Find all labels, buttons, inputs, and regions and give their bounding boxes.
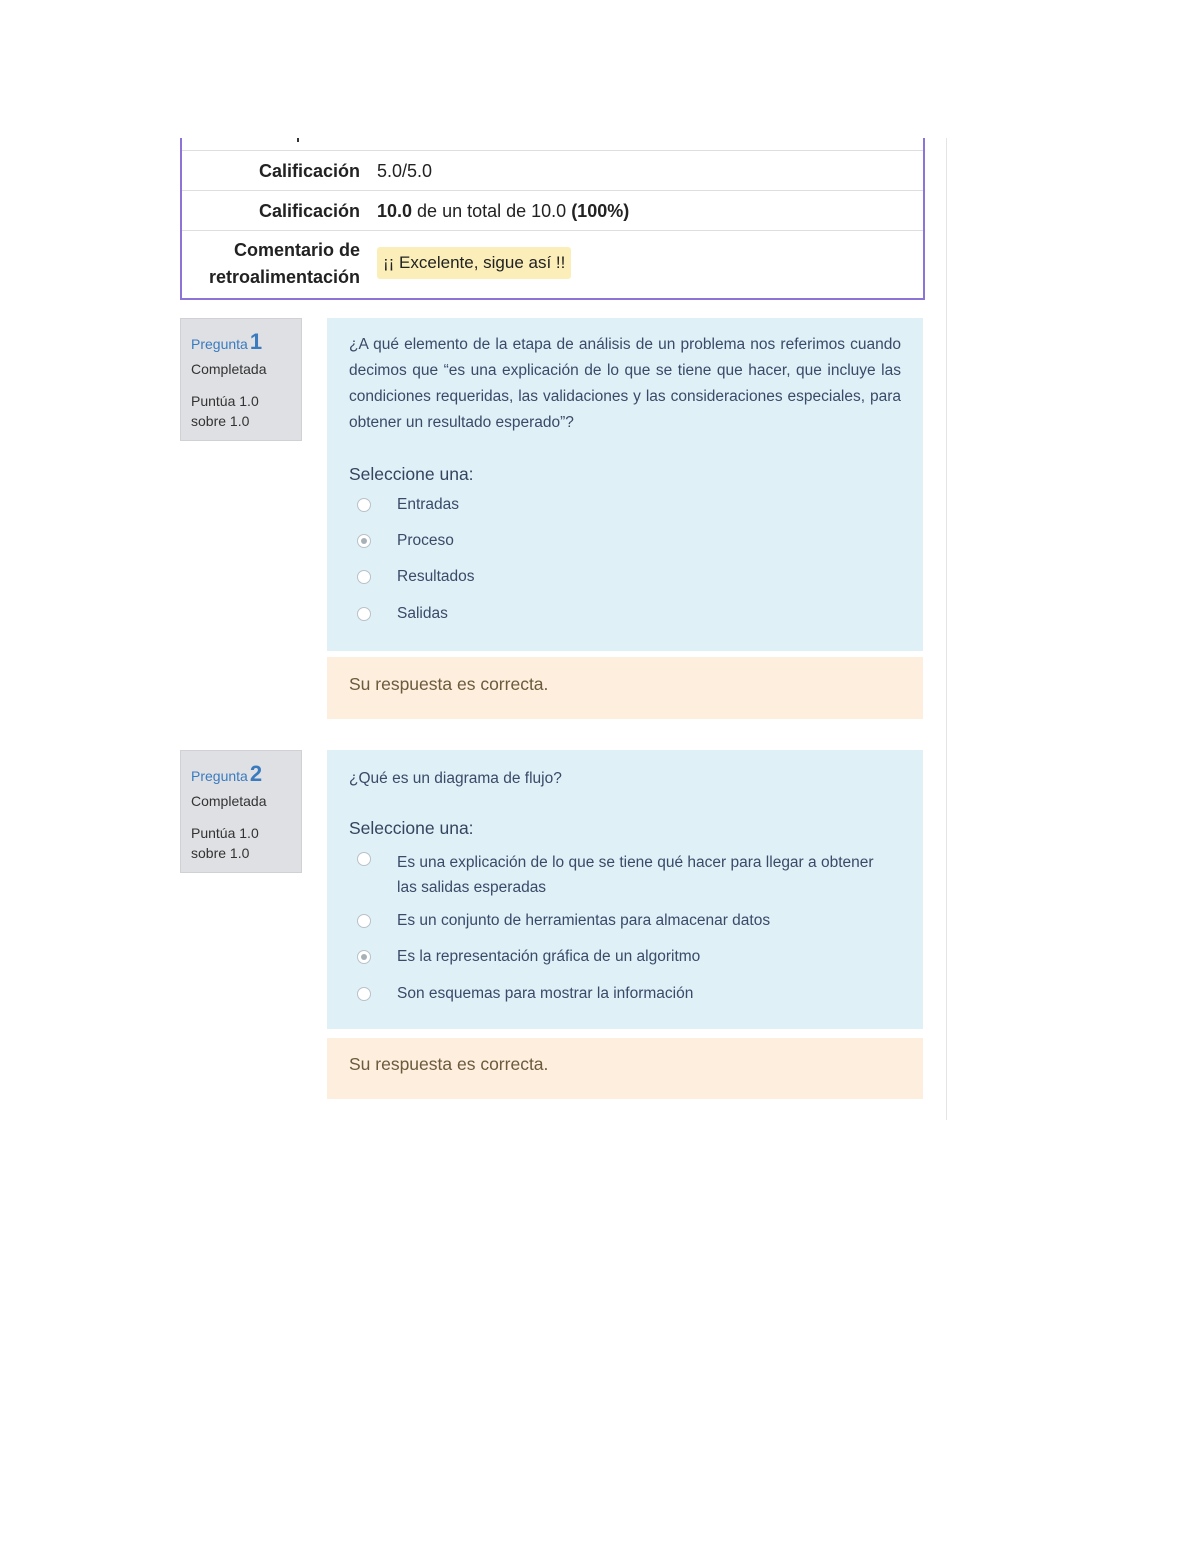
option-label: Es la representación gráfica de un algoritmo — [397, 948, 701, 965]
score-line: sobre 1.0 — [191, 413, 250, 429]
page-right-border — [946, 138, 947, 1120]
label-line: retroalimentación — [208, 267, 360, 287]
option-label: Entradas — [397, 496, 460, 513]
question-heading — [191, 761, 262, 787]
score-line: Puntúa 1.0 — [191, 825, 259, 841]
option-label: Resultados — [397, 568, 475, 585]
option-label: Salidas — [397, 605, 448, 622]
radio-button[interactable] — [357, 570, 371, 584]
table-border-mark — [297, 138, 299, 142]
summary-row-grade — [182, 150, 923, 191]
option-label: Son esquemas para mostrar la información — [397, 985, 694, 1002]
attempt-summary-table — [180, 138, 925, 300]
score-line: sobre 1.0 — [191, 845, 250, 861]
summary-value — [377, 201, 629, 222]
radio-button[interactable] — [357, 498, 371, 512]
radio-button[interactable] — [357, 607, 371, 621]
summary-row-grade-total — [182, 190, 923, 231]
radio-button-selected[interactable] — [357, 950, 371, 964]
grade-total-text: de un total de 10.0 — [412, 201, 572, 221]
radio-button-selected[interactable] — [357, 534, 371, 548]
summary-row-feedback — [182, 230, 923, 299]
question-label: Pregunta — [191, 768, 248, 784]
radio-button[interactable] — [357, 914, 371, 928]
question-label: Pregunta — [191, 336, 248, 352]
question-number: 1 — [249, 329, 263, 354]
answer-feedback — [327, 1038, 923, 1099]
radio-button[interactable] — [357, 852, 371, 866]
radio-button[interactable] — [357, 987, 371, 1001]
option-label: Es una explicación de lo que se tiene qué hacer para llegar a obtener las salidas esperadas — [397, 854, 874, 896]
summary-label — [180, 237, 360, 291]
grade-obtained: 10.0 — [377, 201, 413, 221]
summary-value: 5.0/5.0 — [377, 161, 433, 181]
label-line: Comentario de — [233, 240, 360, 260]
question-content — [327, 750, 923, 1029]
question-text: ¿A qué elemento de la etapa de análisis de un problema nos referimos cuando decimos que “es una explicación de lo que se tiene que hacer, que incluye las condiciones requeridas, las validaciones y las consideraciones especiales, para obtener un resultado esperado”? — [349, 336, 901, 431]
answer-feedback — [327, 657, 923, 719]
question-status: Completada — [191, 361, 267, 377]
option-label: Es un conjunto de herramientas para almacenar datos — [397, 912, 771, 929]
feedback-badge: ¡¡ Excelente, sigue así !! — [377, 247, 571, 279]
select-one-label: Seleccione una: — [349, 818, 474, 838]
question-heading — [191, 329, 262, 355]
grade-percent: (100%) — [571, 201, 630, 221]
question-score — [191, 823, 291, 863]
option-label: Proceso — [397, 532, 454, 549]
select-one-label: Seleccione una: — [349, 464, 474, 484]
question-score — [191, 391, 291, 431]
question-text: ¿Qué es un diagrama de flujo? — [349, 770, 562, 787]
feedback-text: Su respuesta es correcta. — [349, 674, 549, 694]
summary-label: Calificación — [258, 201, 360, 221]
score-line: Puntúa 1.0 — [191, 393, 259, 409]
question-content — [327, 318, 923, 651]
feedback-text: Su respuesta es correcta. — [349, 1054, 549, 1074]
question-info-card — [180, 318, 302, 441]
question-number: 2 — [249, 761, 263, 786]
summary-label: Calificación — [258, 161, 360, 181]
question-status: Completada — [191, 793, 267, 809]
question-info-card — [180, 750, 302, 873]
